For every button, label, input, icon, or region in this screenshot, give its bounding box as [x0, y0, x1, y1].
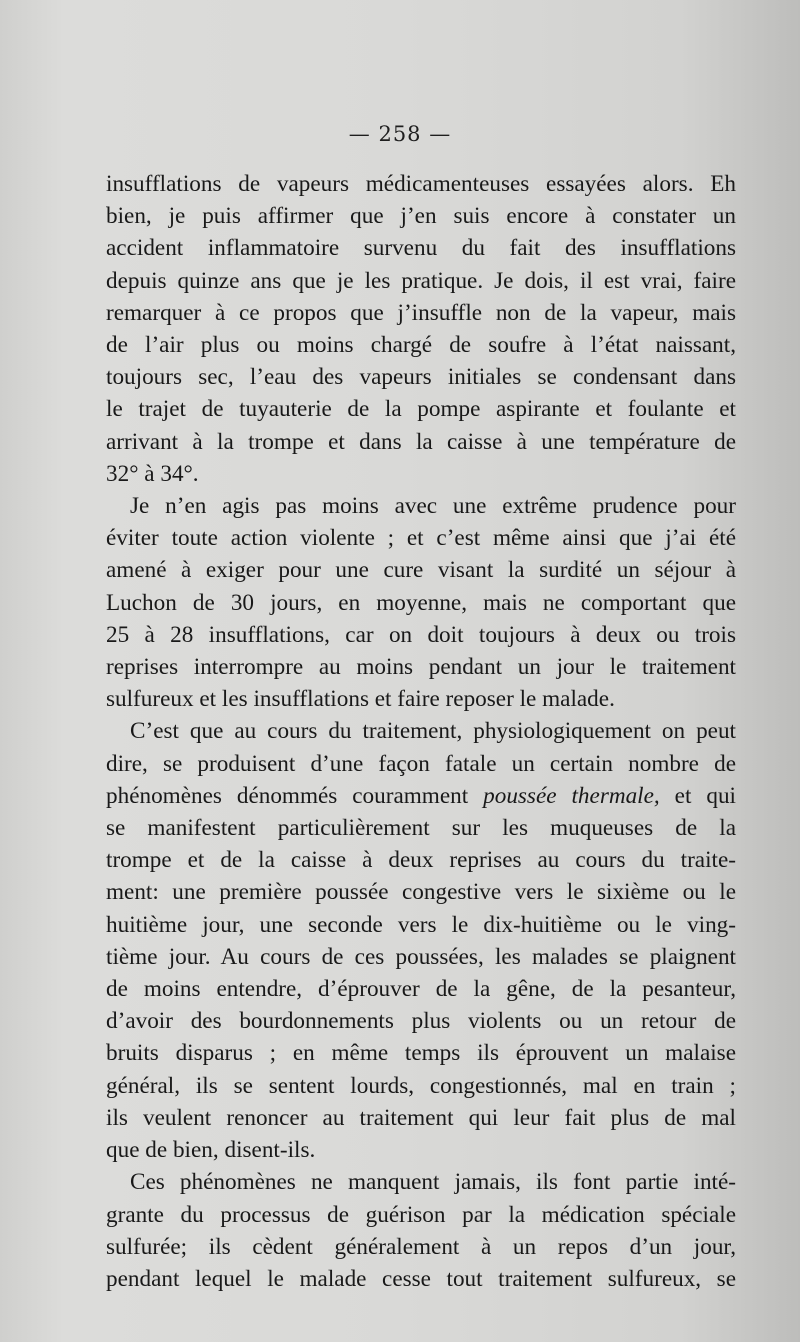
text-line: remarquer à ce propos que j’insuffle non de la vapeur, mais [106, 299, 736, 326]
text-segment: et qui [674, 782, 736, 809]
text-line: dire, se produisent d’une façon fatale un certain nombre de [106, 750, 736, 777]
body-text [106, 168, 736, 1295]
text-line: général, ils se sentent lourds, congestionnés, mal en train ; [106, 1072, 736, 1099]
text-line: le trajet de tuyauterie de la pompe aspirante et foulante et [106, 396, 736, 423]
text-line: tième jour. Au cours de ces poussées, les malades se plaignent [106, 943, 736, 970]
text-line: insufflations de vapeurs médicamenteuses essayées alors. Eh [106, 171, 736, 197]
text-segment: phénomènes dénommés couramment [106, 782, 469, 809]
text-line: pendant lequel le malade cesse tout traitement sulfureux, se [106, 1265, 736, 1292]
text-line: que de bien, disent-ils. [106, 1137, 316, 1164]
text-line: de moins entendre, d’éprouver de la gêne, de la pesanteur, [106, 976, 736, 1003]
text-line: sulfurée; ils cèdent généralement à un repos d’un jour, [106, 1233, 736, 1260]
text-line-with-italic [106, 780, 736, 812]
text-line: Luchon de 30 jours, en moyenne, mais ne comportant que [106, 589, 736, 616]
paragraph-3 [106, 715, 736, 1166]
text-line: C’est que au cours du traitement, physiologiquement on peut [130, 718, 736, 745]
text-line: ment: une première poussée congestive vers le sixième ou le [106, 879, 736, 906]
text-line: trompe et de la caisse à deux reprises au cours du traite- [106, 847, 736, 874]
text-line: sulfureux et les insufflations et faire reposer le malade. [106, 686, 615, 713]
text-line: 25 à 28 insufflations, car on doit toujours à deux ou trois [106, 621, 736, 648]
text-line: bien, je puis affirmer que j’en suis encore à constater un [106, 203, 736, 230]
text-line: grante du processus de guérison par la médication spéciale [106, 1201, 736, 1228]
paragraph-2 [106, 490, 736, 715]
text-line: d’avoir des bourdonnements plus violents ou un retour de [106, 1008, 736, 1035]
text-line: toujours sec, l’eau des vapeurs initiales se condensant dans [106, 364, 736, 391]
text-line: arrivant à la trompe et dans la caisse à une température de [106, 428, 736, 455]
text-line: se manifestent particulièrement sur les muqueuses de la [106, 815, 736, 842]
text-line: ils veulent renoncer au traitement qui leur fait plus de mal [106, 1104, 736, 1131]
text-line: Je n’en agis pas moins avec une extrême prudence pour [130, 493, 736, 520]
paragraph-1 [106, 168, 736, 490]
page-number: — 258 — [348, 122, 452, 146]
text-line: huitième jour, une seconde vers le dix-huitième ou le ving- [106, 911, 736, 938]
text-line: depuis quinze ans que je les pratique. Je dois, il est vrai, faire [106, 267, 736, 294]
text-line: accident inflammatoire survenu du fait des insufflations [106, 235, 736, 262]
paragraph-4 [106, 1166, 736, 1295]
italic-term: poussée thermale, [483, 782, 660, 809]
text-line: 32° à 34°. [106, 460, 199, 487]
text-line: bruits disparus ; en même temps ils éprouvent un malaise [106, 1040, 736, 1067]
text-line: amené à exiger pour une cure visant la surdité un séjour à [106, 557, 736, 584]
text-line: reprises interrompre au moins pendant un jour le traitement [106, 654, 736, 681]
text-line: éviter toute action violente ; et c’est même ainsi que j’ai été [106, 525, 736, 552]
text-line: de l’air plus ou moins chargé de soufre à l’état naissant, [106, 332, 736, 359]
text-line: Ces phénomènes ne manquent jamais, ils font partie inté- [130, 1169, 736, 1196]
